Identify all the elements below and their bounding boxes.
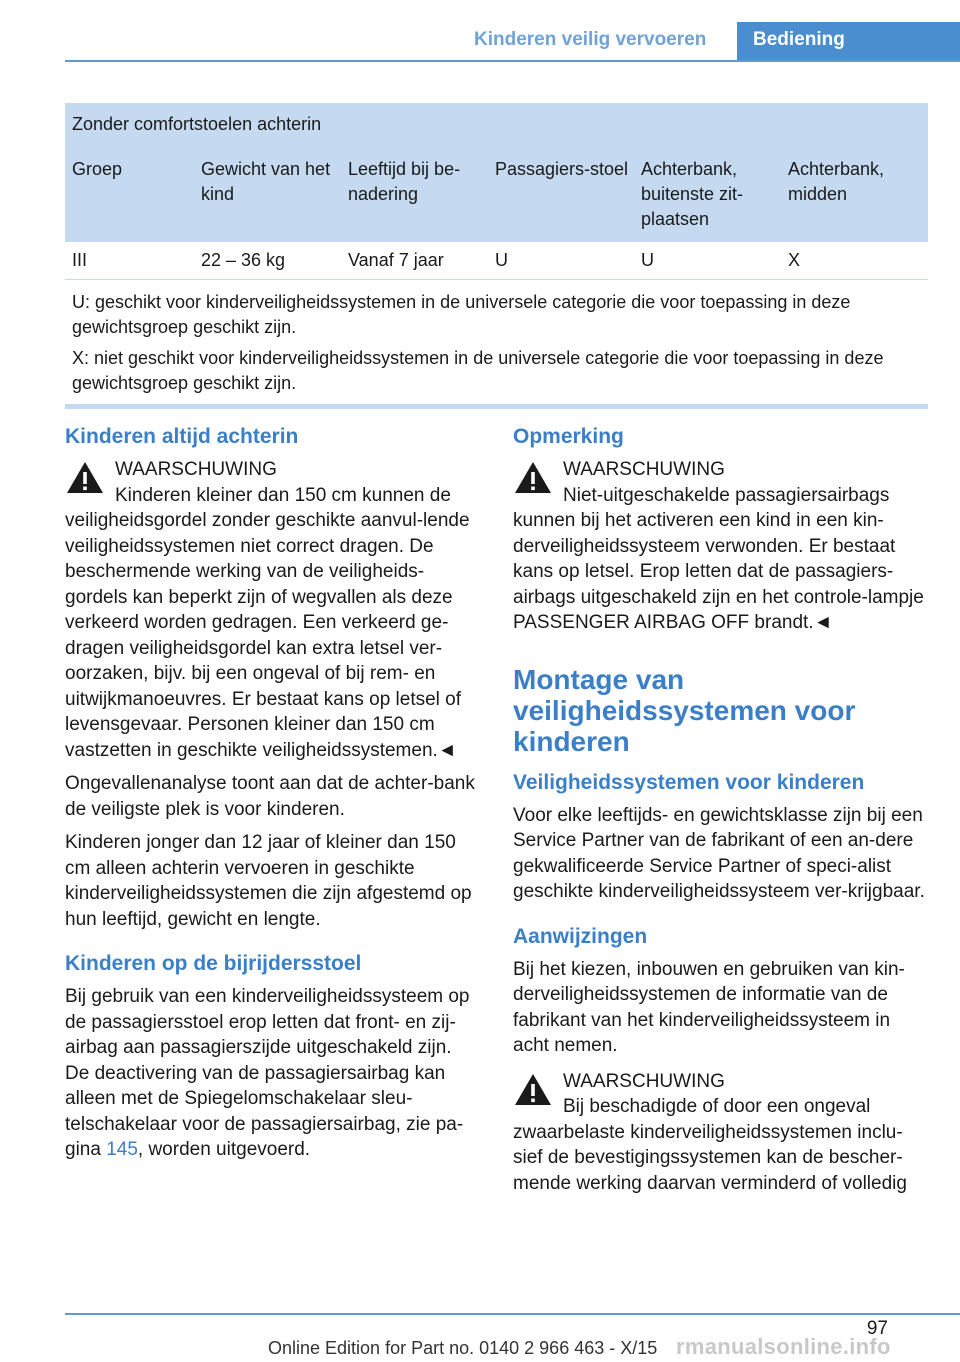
column-header: Leeftijd bij be-nadering xyxy=(348,159,461,204)
paragraph: Ongevallenanalyse toont aan dat de achter-bank de veiligste plek is voor kinderen. xyxy=(65,773,475,820)
table-cell: III xyxy=(72,250,88,270)
header-chapter-tab: Bediening xyxy=(737,22,960,62)
section-heading: Aanwijzingen xyxy=(513,924,648,948)
paragraph-text: , worden uitgevoerd. xyxy=(137,1139,311,1160)
table-cell: Vanaf 7 jaar xyxy=(348,250,444,270)
left-column xyxy=(65,423,480,1171)
warning-triangle-icon xyxy=(513,459,553,495)
child-seat-table xyxy=(65,103,928,409)
page-reference-link[interactable]: 145 xyxy=(106,1139,138,1160)
paragraph: Bij het kiezen, inbouwen en gebruiken van kin-derveiligheidssystemen de informatie van de fabrikant van het kinderveiligheidssysteem in acht nemen. xyxy=(513,958,905,1056)
header-section-title: Kinderen veilig vervoeren xyxy=(474,29,707,50)
table-cell: U xyxy=(495,250,508,270)
warning-text: Niet-uitgeschakelde passagiersairbags kunnen bij het activeren een kind in een kin-derveiligheidssysteem verwonden. Er bestaat kans op letsel. Erop letten dat de passagiers-airbags uitgeschakeld zijn en het controle-lampje PASSENGER AIRBAG OFF brandt.◄ xyxy=(513,484,924,633)
warning-block xyxy=(513,457,928,636)
right-column xyxy=(513,423,928,1204)
warning-block xyxy=(513,1069,928,1197)
page-number: 97 xyxy=(866,1318,888,1339)
table-column-headers xyxy=(65,157,928,232)
warning-title: WAARSCHUWING xyxy=(115,459,277,480)
table-header xyxy=(65,103,928,242)
footer-divider xyxy=(65,1313,960,1315)
footer-edition: Online Edition for Part no. 0140 2 966 463 - X/15 xyxy=(268,1338,658,1358)
table-cell: 22 – 36 kg xyxy=(201,250,286,270)
section-heading: Veiligheidssystemen voor kinderen xyxy=(513,770,865,794)
table-note: U: geschikt voor kinderveiligheidssystemen in de universele categorie die voor toepassing in deze gewichtsgroep geschikt zijn. xyxy=(72,292,851,337)
column-header: Gewicht van het kind xyxy=(201,159,331,204)
column-header: Achterbank, midden xyxy=(788,159,885,204)
warning-triangle-icon xyxy=(65,459,105,495)
warning-text: Kinderen kleiner dan 150 cm kunnen de veiligheidsgordel zonder geschikte aanvul-lende veiligheidssystemen niet correct dragen. De beschermende werking van de veiligheids-gordels kan beperkt zijn of wegvallen als deze verkeerd worden gedragen. Een verkeerd ge-dragen veiligheidsgordel kan extra letsel ver-oorzaken, bijv. bij een ongeval of bij rem- en uitwijkmanoeuvres. Er bestaat kans op letsel of levensgevaar. Personen kleiner dan 150 cm vastzetten in geschikte veiligheidssystemen.◄ xyxy=(65,484,470,761)
section-heading: Kinderen altijd achterin xyxy=(65,425,299,448)
warning-title: WAARSCHUWING xyxy=(563,1070,725,1092)
warning-triangle-icon xyxy=(513,1071,553,1107)
table-note: X: niet geschikt voor kinderveiligheidssystemen in de universele categorie die voor toepassing in deze gewichtsgroep geschikt zijn. xyxy=(72,348,884,393)
warning-text: Bij beschadigde of door een ongeval zwaarbelaste kinderveiligheidssystemen inclu-sief de bevestigingssystemen kan de bescher-mende werking daarvan verminderd of volledig xyxy=(513,1096,907,1194)
chapter-heading: Montage van veiligheidssystemen voor kinderen xyxy=(513,663,856,757)
section-heading: Kinderen op de bijrijdersstoel xyxy=(65,952,362,975)
column-header: Passagiers-stoel xyxy=(495,159,629,179)
warning-block xyxy=(65,457,480,763)
paragraph-text: Bij gebruik van een kinderveiligheidssysteem op de passagiersstoel erop letten dat front- en zij-airbag aan passagierszijde uitgeschakeld zijn. De deactivering van de passagiersairbag kan alleen met de Spiegelomschakelaar sleu-telschakelaar voor de passagiersairbag, zie pa-gina xyxy=(65,986,470,1160)
warning-title: WAARSCHUWING xyxy=(563,459,725,480)
table-caption: Zonder comfortstoelen achterin xyxy=(72,114,322,134)
paragraph: Kinderen jonger dan 12 jaar of kleiner dan 150 cm alleen achterin vervoeren in geschikte kinderveiligheidssystemen die zijn afgestemd op hun leeftijd, gewicht en lengte. xyxy=(65,832,472,930)
paragraph: Voor elke leeftijds- en gewichtsklasse zijn bij een Service Partner van de fabrikant of een an-dere gekwalificeerde Service Partner of speci-alist geschikte kinderveiligheidssysteem ver-krijgbaar. xyxy=(513,804,925,902)
paragraph xyxy=(65,984,480,1163)
watermark: rmanualsonline.info xyxy=(676,1334,891,1359)
column-header: Achterbank, buitenste zit-plaatsen xyxy=(641,159,744,229)
table-row xyxy=(65,242,928,280)
header-divider xyxy=(65,60,960,62)
section-heading: Opmerking xyxy=(513,425,624,448)
column-header: Groep xyxy=(72,159,123,179)
table-notes xyxy=(65,280,928,409)
table-cell: U xyxy=(641,250,654,270)
table-cell: X xyxy=(788,250,801,270)
